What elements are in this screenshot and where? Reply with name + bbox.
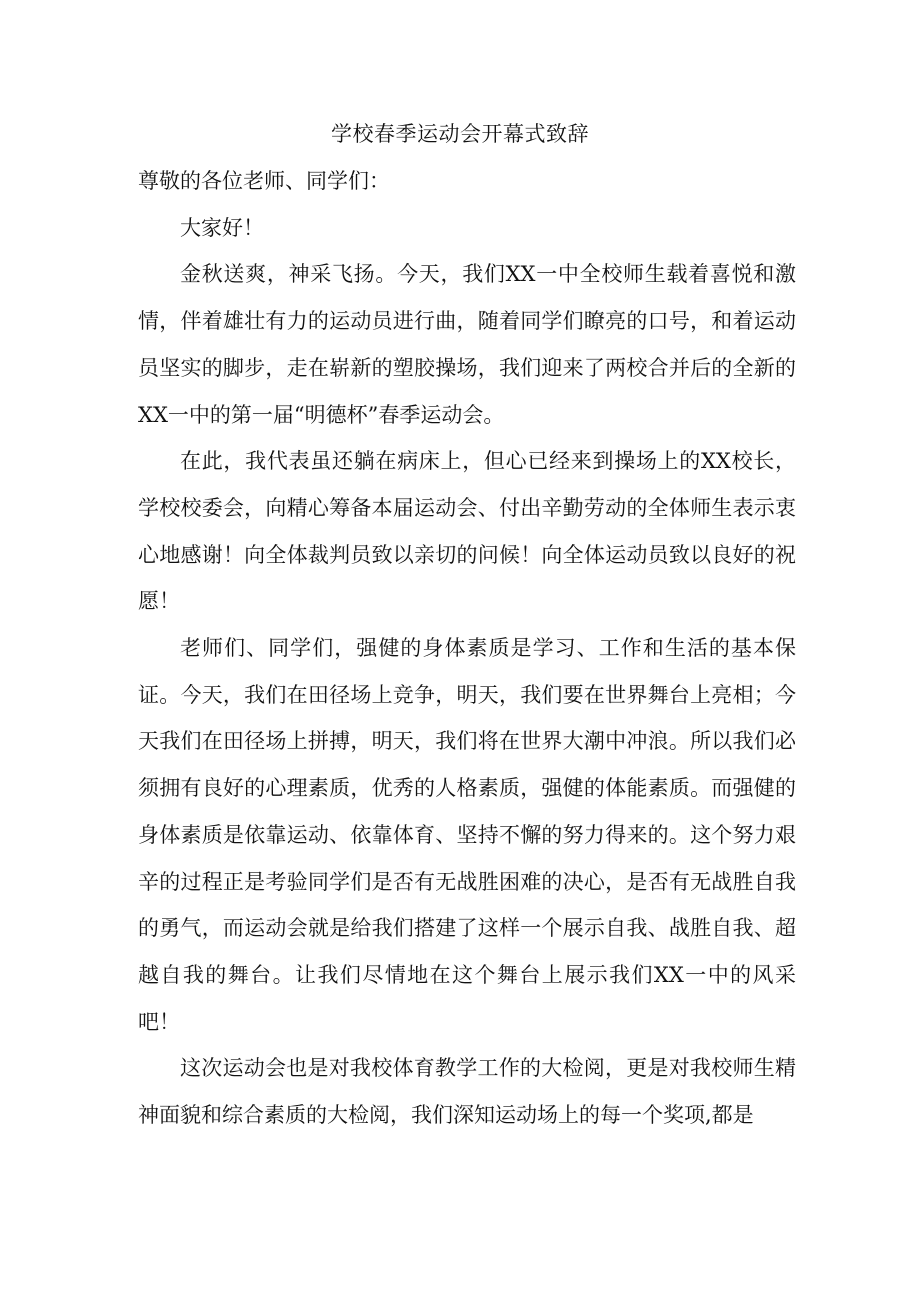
- document-title: 学校春季运动会开幕式致辞: [331, 122, 589, 146]
- document-body: [138, 158, 796, 1139]
- paragraph-physical-quality: 老师们、同学们，强健的身体素质是学习、工作和生活的基本保证。今天，我们在田径场上竞争，明天，我们要在世界舞台上亮相；今天我们在田径场上拼搏，明天，我们将在世界大潮中冲浪。所以我们必须拥有良好的心理素质，优秀的人格素质，强健的体能素质。而强健的身体素质是依靠运动、依靠体育、坚持不懈的努力得来的。这个努力艰辛的过程正是考验同学们是否有无战胜困难的决心，是否有无战胜自我的勇气，而运动会就是给我们搭建了这样一个展示自我、战胜自我、超越自我的舞台。让我们尽情地在这个舞台上展示我们XX一中的风采吧！: [138, 636, 796, 1034]
- paragraph-opening: 金秋送爽，神采飞扬。今天，我们XX一中全校师生载着喜悦和激情，伴着雄壮有力的运动员进行曲，随着同学们瞭亮的口号，和着运动员坚实的脚步，走在崭新的塑胶操场，我们迎来了两校合并后的全新的XX一中的第一届“明德杯”春季运动会。: [138, 262, 796, 427]
- salutation: 尊敬的各位老师、同学们：: [138, 169, 390, 193]
- paragraph-thanks: 在此，我代表虽还躺在病床上，但心已经来到操场上的XX校长，学校校委会，向精心筹备本届运动会、付出辛勤劳动的全体师生表示衷心地感谢！向全体裁判员致以亲切的问候！向全体运动员致以良好的祝愿！: [138, 449, 796, 614]
- paragraph-review: 这次运动会也是对我校体育教学工作的大检阅，更是对我校师生精神面貌和综合素质的大检阅，我们深知运动场上的每一个奖项,都是: [138, 1056, 796, 1128]
- paragraph-greeting: 大家好！: [180, 215, 264, 240]
